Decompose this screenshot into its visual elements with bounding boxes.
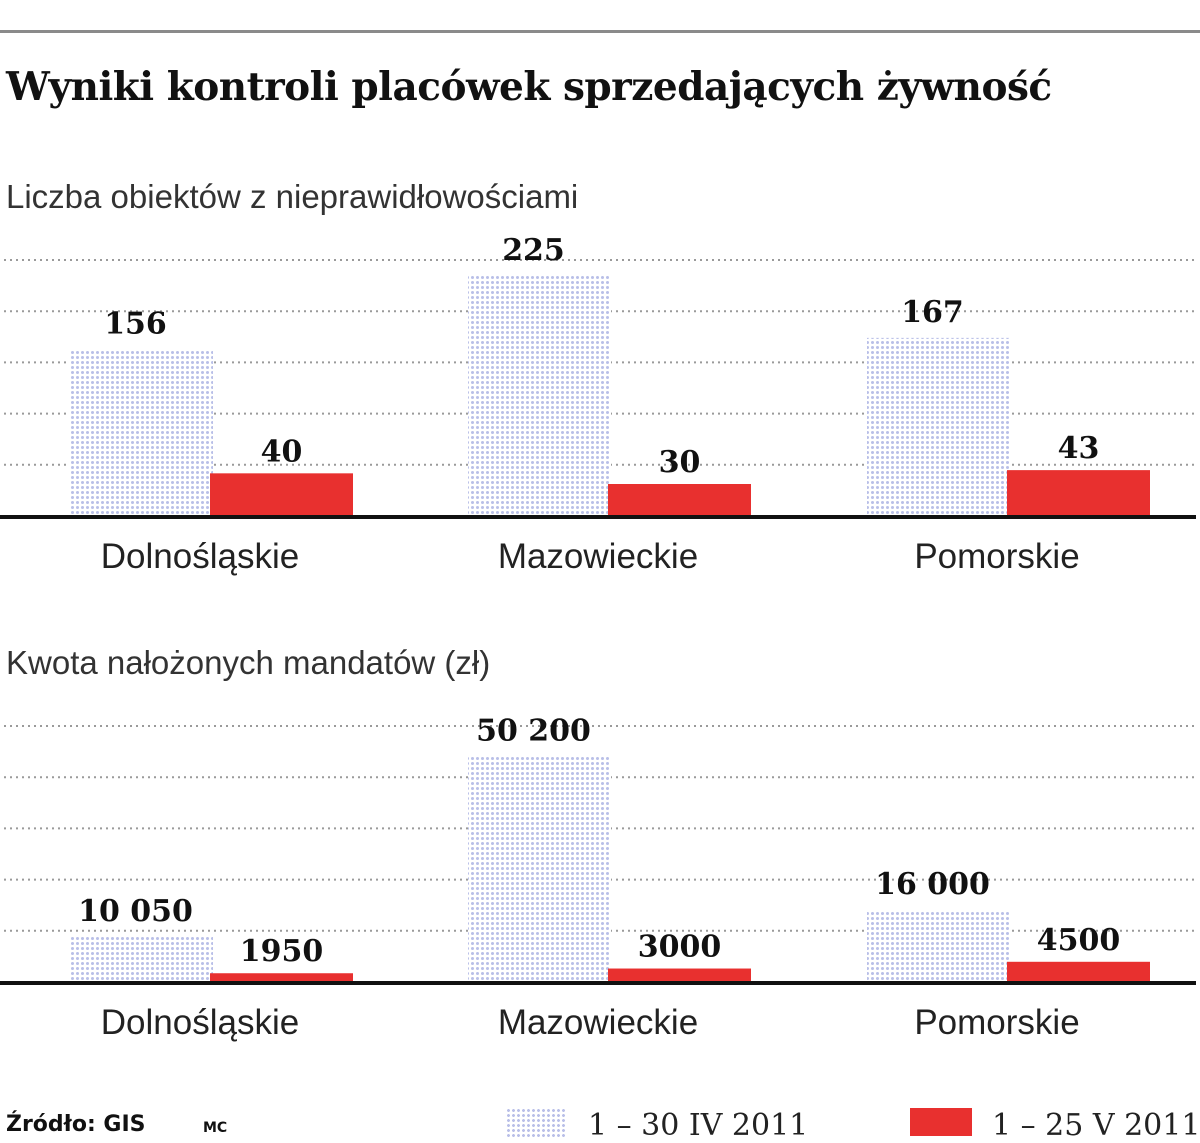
category-label: Pomorskie xyxy=(914,1003,1080,1042)
bar-april xyxy=(70,350,213,516)
source-note: Źródło: GIS xyxy=(6,1112,146,1137)
chart-fines-amount xyxy=(0,636,1200,1046)
category-label: Dolnośląskie xyxy=(100,537,300,576)
legend-label-may: 1 – 25 V 2011 xyxy=(992,1108,1200,1143)
bar-april xyxy=(468,276,611,516)
legend-swatch-may xyxy=(910,1108,972,1136)
bar-may xyxy=(608,484,751,516)
bar-may xyxy=(210,973,353,982)
bar-may xyxy=(1007,470,1150,516)
bar-april xyxy=(70,937,213,982)
legend-label-april: 1 – 30 IV 2011 xyxy=(588,1108,809,1143)
value-label-april: 16 000 xyxy=(875,867,990,903)
top-rule xyxy=(0,30,1200,33)
bar-may xyxy=(210,473,353,516)
chart-subtitle: Liczba obiektów z nieprawidłowościami xyxy=(6,178,579,215)
value-label-april: 167 xyxy=(901,294,964,330)
bar-april xyxy=(468,757,611,982)
footer xyxy=(0,1098,1200,1142)
value-label-april: 156 xyxy=(104,306,167,342)
bar-april xyxy=(867,910,1010,982)
category-label: Dolnośląskie xyxy=(100,1003,300,1042)
chart-subtitle: Kwota nałożonych mandatów (zł) xyxy=(6,644,491,681)
category-label: Pomorskie xyxy=(914,537,1080,576)
value-label-may: 40 xyxy=(260,434,303,470)
page-title: Wyniki kontroli placówek sprzedających żywność xyxy=(6,64,1052,110)
value-label-april: 50 200 xyxy=(476,713,591,749)
bar-april xyxy=(867,338,1010,516)
bar-may xyxy=(1007,962,1150,982)
value-label-may: 4500 xyxy=(1036,922,1121,958)
chart-violations-count xyxy=(0,170,1200,580)
value-label-may: 3000 xyxy=(637,929,722,965)
value-label-may: 30 xyxy=(658,445,701,480)
category-label: Mazowieckie xyxy=(497,537,699,576)
category-label: Mazowieckie xyxy=(497,1003,699,1042)
bar-may xyxy=(608,969,751,982)
value-label-may: 43 xyxy=(1057,431,1100,467)
value-label-april: 10 050 xyxy=(78,893,193,929)
author-credit: MC xyxy=(203,1120,228,1136)
legend-swatch-april xyxy=(506,1108,566,1138)
value-label-april: 225 xyxy=(502,233,565,268)
value-label-may: 1950 xyxy=(239,934,324,970)
